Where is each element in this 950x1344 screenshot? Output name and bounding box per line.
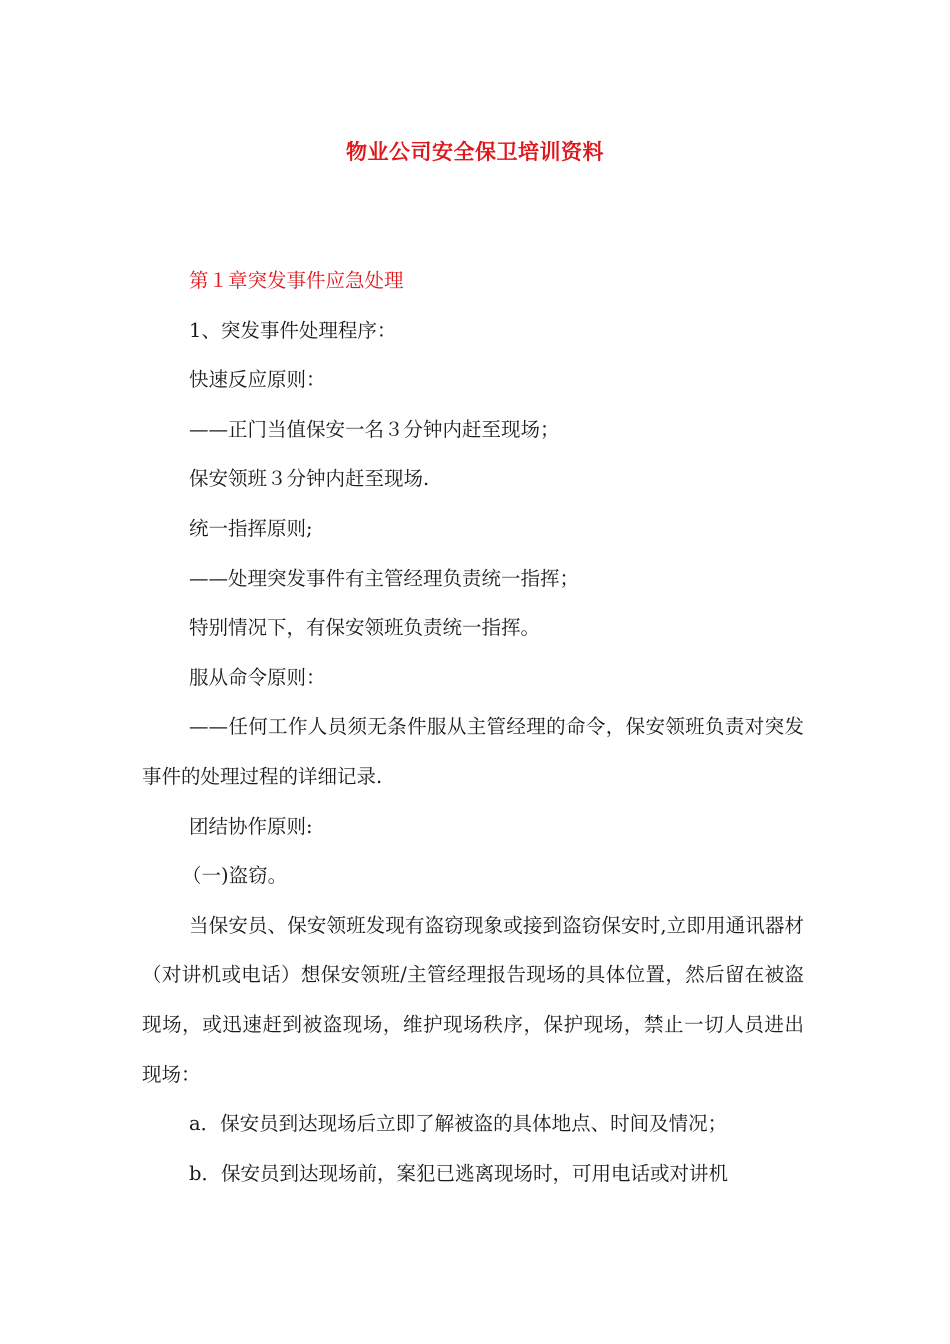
paragraph: 特别情况下，有保安领班负责统一指挥。 — [189, 616, 541, 640]
paragraph: 服从命令原则： — [189, 665, 326, 689]
document-title: 物业公司安全保卫培训资料 — [346, 139, 604, 164]
paragraph: ——处理突发事件有主管经理负责统一指挥； — [189, 566, 580, 590]
paragraph: 团结协作原则: — [189, 814, 313, 838]
section-heading: （一)盗窃。 — [182, 864, 288, 888]
paragraph: 保安领班３分钟内赶至现场. — [189, 467, 430, 491]
chapter-heading: 第１章突发事件应急处理 — [189, 269, 404, 292]
paragraph: ——任何工作人员须无条件服从主管经理的命令，保安领班负责对突发事件的处理过程的详细记录. — [142, 715, 804, 788]
paragraph: 1、突发事件处理程序： — [189, 318, 397, 342]
paragraph: 快速反应原则： — [189, 368, 326, 392]
paragraph: 统一指挥原则; — [189, 516, 313, 540]
paragraph: ——正门当值保安一名３分钟内赶至现场； — [189, 417, 560, 441]
list-item: a．保安员到达现场后立即了解被盗的具体地点、时间及情况； — [189, 1112, 728, 1136]
list-item: b．保安员到达现场前，案犯已逃离现场时，可用电话或对讲机 — [189, 1161, 728, 1185]
document-body — [142, 256, 804, 1198]
paragraph: 当保安员、保安领班发现有盗窃现象或接到盗窃保安时,立即用通讯器材（对讲机或电话）想保安领班/主管经理报告现场的具体位置，然后留在被盗现场，或迅速赶到被盗现场，维护现场秩序，保护现场，禁止一切人员进出现场： — [142, 913, 804, 1086]
